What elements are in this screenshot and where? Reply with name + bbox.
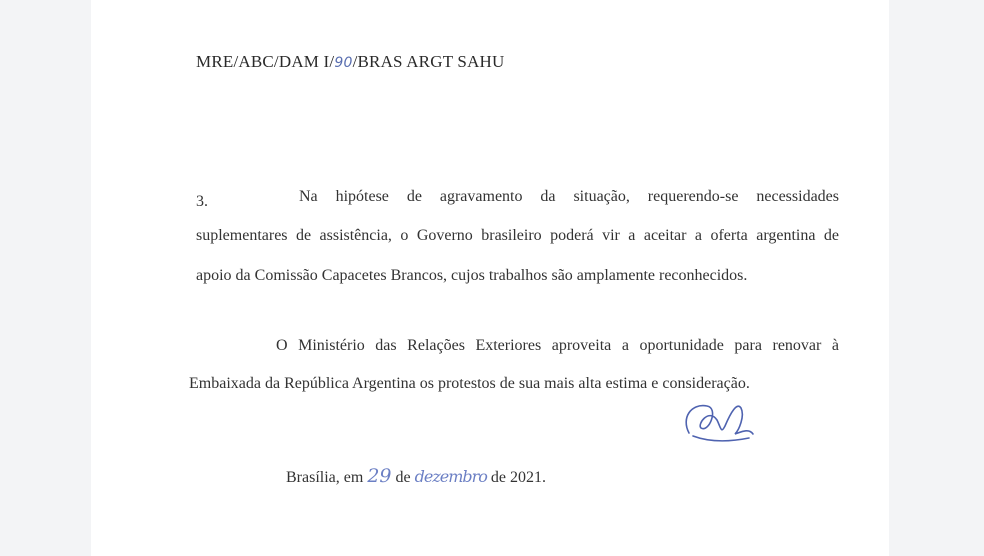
viewer-margin-right xyxy=(889,0,984,556)
date-month-handwritten: dezembro xyxy=(414,467,487,486)
signature-scribble xyxy=(679,388,759,448)
date-line xyxy=(286,465,546,487)
closing-line-1: O Ministério das Relações Exteriores aproveita a oportunidade para renovar à xyxy=(276,337,839,354)
reference-prefix: MRE/ABC/DAM I/ xyxy=(196,52,335,71)
reference-number-handwritten: 90 xyxy=(334,55,353,71)
date-day-handwritten: 29 xyxy=(367,465,392,487)
paragraph-3-line-1: Na hipótese de agravamento da situação, requerendo-se necessidades xyxy=(299,188,839,205)
date-city: Brasília, em xyxy=(286,469,364,486)
paragraph-3-line-3: apoio da Comissão Capacetes Brancos, cujos trabalhos são amplamente reconhecidos. xyxy=(196,267,748,284)
closing-line-2: Embaixada da República Argentina os protestos de sua mais alta estima e consideração. xyxy=(189,375,750,392)
reference-line xyxy=(196,52,505,72)
paragraph-number: 3. xyxy=(196,193,208,210)
reference-suffix: /BRAS ARGT SAHU xyxy=(352,52,505,71)
viewer-margin-left xyxy=(0,0,91,556)
paragraph-3-line-2: suplementares de assistência, o Governo brasileiro poderá vir a aceitar a oferta argentina de xyxy=(196,227,839,244)
document-page xyxy=(91,0,889,556)
date-de: de xyxy=(395,469,411,486)
date-year: de 2021. xyxy=(490,469,547,486)
